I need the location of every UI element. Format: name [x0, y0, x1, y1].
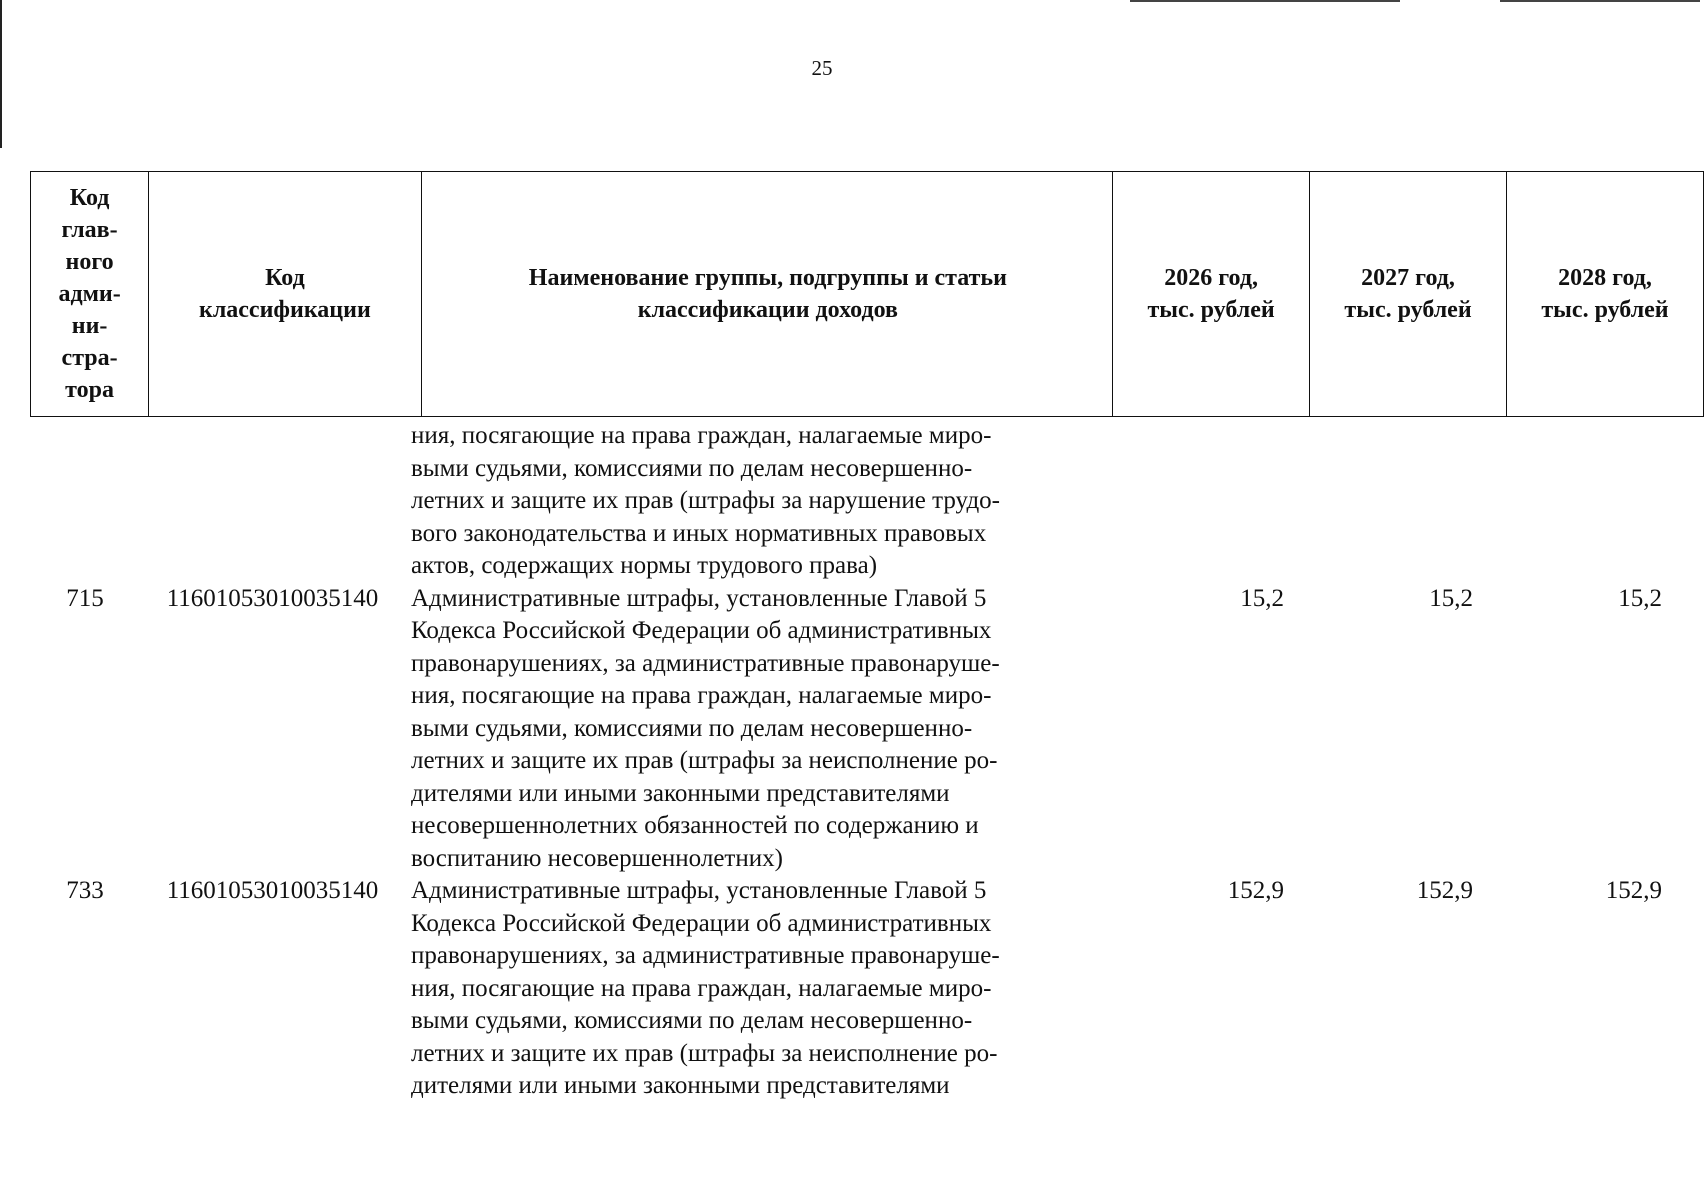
header-classification-code: Код классификации — [149, 172, 421, 417]
scan-artifact-line — [1130, 0, 1400, 2]
table-row — [30, 420, 1662, 583]
income-name-line: дителями или иными законными представителями — [411, 779, 950, 807]
income-name-line: летних и защите их прав (штрафы за неисполнение ро- — [411, 1039, 998, 1067]
cell-year-2026: 152,9 — [1227, 877, 1284, 904]
income-name-line: Кодекса Российской Федерации об административных — [411, 909, 992, 937]
income-name-line: ния, посягающие на права граждан, налагаемые миро- — [411, 422, 992, 449]
header-year-2027: 2027 год, тыс. рублей — [1310, 172, 1507, 417]
cell-income-name — [405, 875, 1095, 1103]
header-income-name: Наименование группы, подгруппы и статьи классификации доходов — [421, 172, 1113, 417]
income-name-line: Кодекса Российской Федерации об административных — [411, 617, 992, 644]
cell-admin-code — [30, 420, 140, 583]
cell-year-2028 — [1473, 420, 1662, 583]
cell-classification-code: 11601053010035140 — [166, 877, 379, 904]
cell-admin-code: 715 — [66, 584, 104, 612]
cell-classification-code — [140, 420, 405, 583]
table-row — [30, 875, 1662, 1103]
income-name-line: Административные штрафы, установленные Главой 5 — [411, 877, 987, 904]
income-name-line: вого законодательства и иных нормативных правовых — [411, 519, 987, 547]
income-name-line: ния, посягающие на права граждан, налагаемые миро- — [411, 974, 992, 1002]
table-header — [30, 171, 1704, 417]
cell-year-2027: 15,2 — [1429, 584, 1473, 612]
cell-year-2028: 152,9 — [1605, 877, 1662, 904]
income-name-line: выми судьями, комиссиями по делам несовершенно- — [411, 714, 973, 742]
income-name-line: правонарушениях, за административные правонаруше- — [411, 942, 1000, 969]
cell-year-2026 — [1095, 420, 1284, 583]
header-admin-code: Код глав- ного адми- ни- стра- тора — [31, 172, 149, 417]
cell-admin-code: 733 — [66, 877, 104, 904]
income-name-line: несовершеннолетних обязанностей по содержанию и — [411, 812, 979, 839]
cell-classification-code: 11601053010035140 — [166, 584, 379, 612]
income-name-line: воспитанию несовершеннолетних) — [411, 844, 783, 872]
income-name-line: летних и защите их прав (штрафы за неисполнение ро- — [411, 747, 998, 774]
page-number: 25 — [811, 56, 833, 80]
cell-year-2028: 15,2 — [1618, 584, 1662, 612]
income-name-line: выми судьями, комиссиями по делам несовершенно- — [411, 454, 973, 482]
cell-year-2027: 152,9 — [1416, 877, 1473, 904]
income-name-line: правонарушениях, за административные правонаруше- — [411, 649, 1000, 677]
table-body — [30, 420, 1662, 1103]
header-year-2028: 2028 год, тыс. рублей — [1507, 172, 1704, 417]
income-name-line: летних и защите их прав (штрафы за нарушение трудо- — [411, 487, 1001, 514]
income-name-line: дителями или иными законными представителями — [411, 1072, 950, 1099]
cell-year-2026: 15,2 — [1240, 584, 1284, 612]
income-name-line: выми судьями, комиссиями по делам несовершенно- — [411, 1007, 973, 1034]
table-row — [30, 583, 1662, 876]
cell-year-2027 — [1284, 420, 1473, 583]
header-year-2026: 2026 год, тыс. рублей — [1113, 172, 1310, 417]
income-name-line: актов, содержащих нормы трудового права) — [411, 552, 878, 579]
scan-artifact-line — [1500, 0, 1700, 2]
cell-income-name — [405, 420, 1095, 583]
cell-income-name — [405, 583, 1095, 876]
income-name-line: Административные штрафы, установленные Главой 5 — [411, 584, 987, 612]
income-name-line: ния, посягающие на права граждан, налагаемые миро- — [411, 682, 992, 709]
